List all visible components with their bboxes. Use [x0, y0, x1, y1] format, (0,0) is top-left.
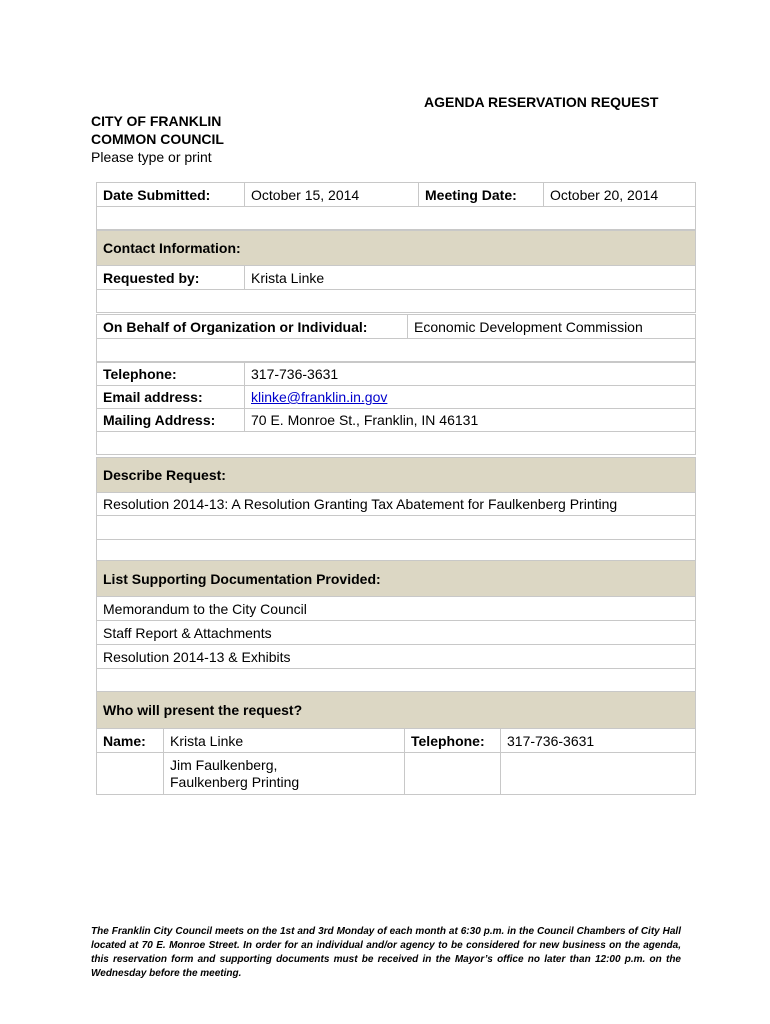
- request-table: [96, 457, 696, 564]
- email-value[interactable]: [245, 386, 696, 409]
- spacer-row: [97, 669, 696, 693]
- org-instruction: Please type or print: [91, 149, 212, 165]
- date-submitted-value[interactable]: October 15, 2014: [245, 183, 419, 207]
- requested-by-label: Requested by:: [97, 266, 245, 290]
- contact-heading: Contact Information:: [97, 231, 696, 266]
- empty-cell: [405, 753, 501, 795]
- presenter-telephone-value[interactable]: 317-736-3631: [501, 729, 696, 753]
- contact-details-table: [96, 362, 696, 455]
- org-council: COMMON COUNCIL: [91, 131, 224, 147]
- empty-cell: [501, 753, 696, 795]
- documentation-item[interactable]: Staff Report & Attachments: [97, 621, 696, 645]
- request-text[interactable]: Resolution 2014-13: A Resolution Granting Tax Abatement for Faulkenberg Printing: [97, 493, 696, 516]
- meeting-date-value[interactable]: October 20, 2014: [544, 183, 696, 207]
- presenter-name-1[interactable]: Krista Linke: [164, 729, 405, 753]
- behalf-label: On Behalf of Organization or Individual:: [97, 315, 408, 339]
- documentation-heading: List Supporting Documentation Provided:: [97, 561, 696, 597]
- spacer-row: [97, 432, 696, 455]
- mailing-address-label: Mailing Address:: [97, 409, 245, 432]
- email-link[interactable]: klinke@franklin.in.gov: [251, 389, 388, 405]
- behalf-value[interactable]: Economic Development Commission: [408, 315, 696, 339]
- telephone-value[interactable]: 317-736-3631: [245, 363, 696, 386]
- presenter-telephone-label: Telephone:: [405, 729, 501, 753]
- behalf-table: [96, 314, 696, 362]
- documentation-table: [96, 560, 696, 693]
- date-submitted-label: Date Submitted:: [97, 183, 245, 207]
- documentation-item[interactable]: Memorandum to the City Council: [97, 597, 696, 621]
- form-title: AGENDA RESERVATION REQUEST: [424, 94, 659, 110]
- presenter-heading: Who will present the request?: [97, 692, 696, 729]
- spacer-row: [97, 516, 696, 540]
- org-city: CITY OF FRANKLIN: [91, 113, 222, 129]
- presenter-name-2-line1: Jim Faulkenberg,: [170, 756, 278, 773]
- presenter-table: [96, 691, 696, 795]
- dates-table: [96, 182, 696, 230]
- spacer-row: [97, 339, 696, 362]
- request-heading: Describe Request:: [97, 458, 696, 493]
- meeting-date-label: Meeting Date:: [419, 183, 544, 207]
- email-label: Email address:: [97, 386, 245, 409]
- documentation-item[interactable]: Resolution 2014-13 & Exhibits: [97, 645, 696, 669]
- spacer-row: [97, 290, 696, 313]
- presenter-name-2-line2: Faulkenberg Printing: [170, 773, 300, 790]
- presenter-name-2[interactable]: [164, 753, 405, 795]
- footer-note: The Franklin City Council meets on the 1st and 3rd Monday of each month at 6:30 p.m. in the Council Chambers of City Hall located at 70 E. Monroe Street. In order for an individual and/or agency to be considered for new business on the agenda, this reservation form and supporting documents must be received in the Mayor’s office no later than 12:00 p.m. on the Wednesday before the meeting.: [91, 926, 681, 979]
- telephone-label: Telephone:: [97, 363, 245, 386]
- contact-table: [96, 230, 696, 313]
- spacer-row: [97, 207, 696, 230]
- empty-cell: [97, 753, 164, 795]
- mailing-address-value[interactable]: 70 E. Monroe St., Franklin, IN 46131: [245, 409, 696, 432]
- requested-by-value[interactable]: Krista Linke: [245, 266, 696, 290]
- org-header: [91, 112, 224, 166]
- presenter-name-label: Name:: [97, 729, 164, 753]
